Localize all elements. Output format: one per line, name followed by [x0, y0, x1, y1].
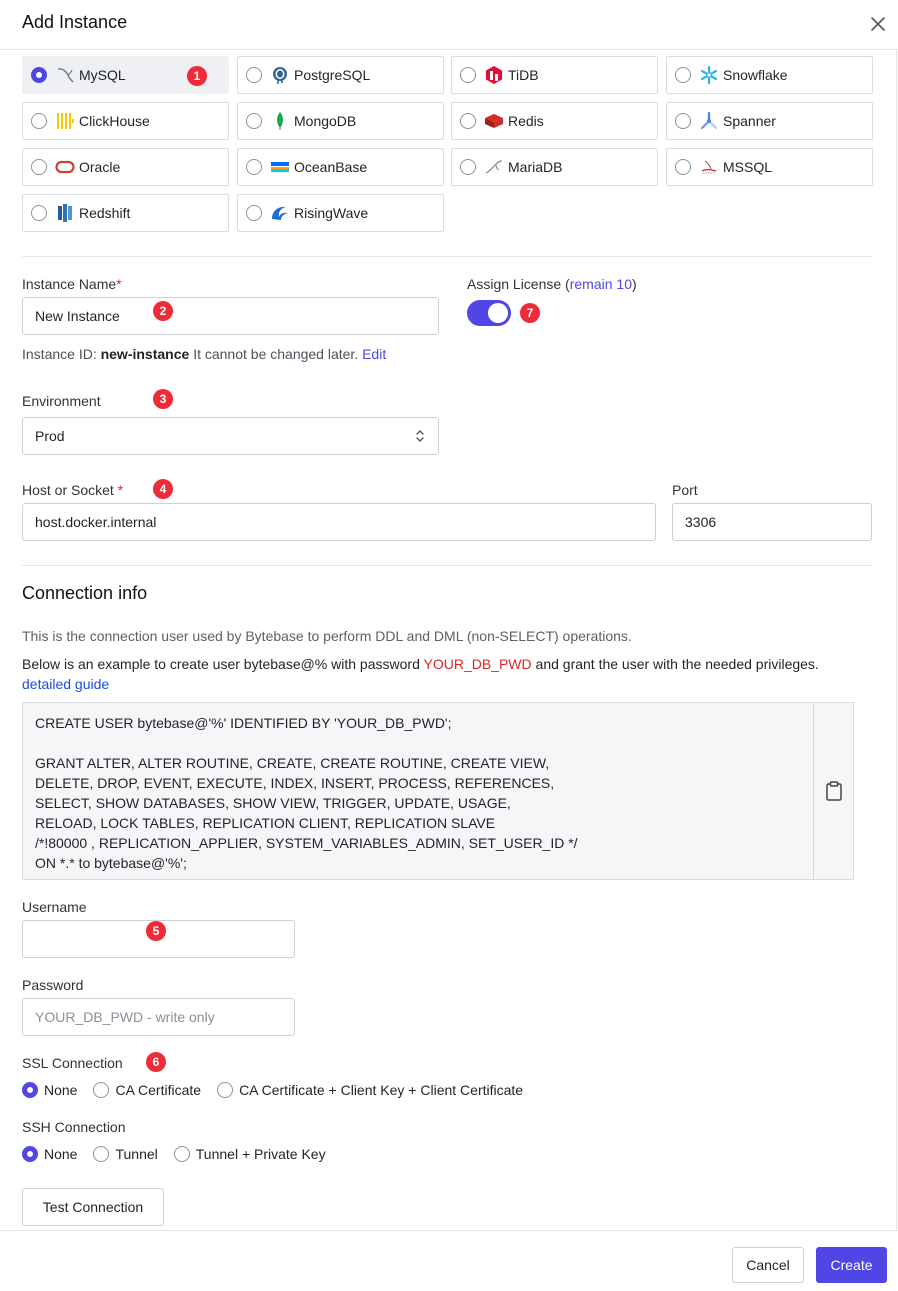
- engine-label: ClickHouse: [79, 113, 150, 129]
- engine-option-oracle[interactable]: [22, 148, 229, 186]
- engine-option-oceanbase[interactable]: [237, 148, 444, 186]
- engine-option-mariadb[interactable]: [451, 148, 658, 186]
- host-input[interactable]: host.docker.internal: [22, 503, 656, 541]
- test-connection-button[interactable]: Test Connection: [22, 1188, 164, 1226]
- engine-option-redis[interactable]: [451, 102, 658, 140]
- mariadb-icon: [484, 157, 504, 177]
- toggle-knob: [488, 303, 508, 323]
- ssh-option-none[interactable]: None: [22, 1146, 77, 1162]
- engine-label: RisingWave: [294, 205, 369, 221]
- license-remain-link[interactable]: remain 10: [569, 276, 632, 292]
- step-badge-2: 2: [153, 301, 173, 321]
- sql-code-block: [22, 702, 854, 880]
- engine-option-redshift[interactable]: [22, 194, 229, 232]
- radio-button[interactable]: [22, 1146, 38, 1162]
- engine-option-mongodb[interactable]: [237, 102, 444, 140]
- copy-button[interactable]: [813, 703, 854, 879]
- ssl-option-ca-client-key-cert[interactable]: CA Certificate + Client Key + Client Certificate: [217, 1082, 523, 1098]
- close-icon[interactable]: [866, 12, 890, 36]
- engine-option-snowflake[interactable]: [666, 56, 873, 94]
- radio-button[interactable]: [93, 1082, 109, 1098]
- section-divider: [22, 565, 872, 566]
- engine-option-clickhouse[interactable]: [22, 102, 229, 140]
- chevron-up-down-icon: [414, 428, 426, 444]
- mongodb-icon: [270, 111, 290, 131]
- radio-button[interactable]: [246, 67, 262, 83]
- environment-selected-value: Prod: [35, 428, 65, 444]
- ssh-connection-label: SSH Connection: [22, 1119, 126, 1135]
- radio-button[interactable]: [460, 159, 476, 175]
- radio-button[interactable]: [31, 205, 47, 221]
- radio-button[interactable]: [246, 205, 262, 221]
- instance-id-hint: Instance ID: new-instance It cannot be changed later. Edit: [22, 346, 387, 362]
- cancel-button[interactable]: Cancel: [732, 1247, 804, 1283]
- engine-label: Spanner: [723, 113, 776, 129]
- ssl-connection-label: SSL Connection: [22, 1055, 123, 1071]
- radio-button[interactable]: [174, 1146, 190, 1162]
- radio-button[interactable]: [246, 113, 262, 129]
- radio-button[interactable]: [675, 113, 691, 129]
- assign-license-label: Assign License (remain 10): [467, 276, 637, 292]
- tidb-icon: [484, 65, 504, 85]
- ssh-option-tunnel[interactable]: Tunnel: [93, 1146, 157, 1162]
- engine-label: MSSQL: [723, 159, 773, 175]
- step-badge-5: 5: [146, 921, 166, 941]
- radio-button[interactable]: [31, 67, 47, 83]
- postgresql-icon: [270, 65, 290, 85]
- ssh-option-tunnel-private-key[interactable]: Tunnel + Private Key: [174, 1146, 326, 1162]
- radio-button[interactable]: [675, 67, 691, 83]
- example-password: YOUR_DB_PWD: [423, 656, 532, 672]
- engine-label: TiDB: [508, 67, 539, 83]
- oceanbase-icon: [270, 157, 290, 177]
- instance-name-input[interactable]: New Instance: [22, 297, 439, 335]
- redis-icon: [484, 111, 504, 131]
- port-input[interactable]: 3306: [672, 503, 872, 541]
- ssl-option-ca-certificate[interactable]: CA Certificate: [93, 1082, 201, 1098]
- radio-button[interactable]: [246, 159, 262, 175]
- dialog-header: [0, 0, 898, 50]
- spanner-icon: [699, 111, 719, 131]
- redshift-icon: [55, 203, 75, 223]
- step-badge-6: 6: [146, 1052, 166, 1072]
- mysql-icon: [55, 65, 75, 85]
- engine-label: Snowflake: [723, 67, 788, 83]
- engine-label: PostgreSQL: [294, 67, 371, 83]
- radio-button[interactable]: [22, 1082, 38, 1098]
- edit-instance-id-link[interactable]: Edit: [362, 346, 387, 362]
- oracle-icon: [55, 157, 75, 177]
- radio-button[interactable]: [675, 159, 691, 175]
- instance-name-label: Instance Name*: [22, 276, 122, 292]
- radio-button[interactable]: [217, 1082, 233, 1098]
- host-label: Host or Socket *: [22, 482, 124, 498]
- step-badge-1: 1: [187, 66, 207, 86]
- engine-option-tidb[interactable]: [451, 56, 658, 94]
- sql-code-text: CREATE USER bytebase@'%' IDENTIFIED BY 'YOUR_DB_PWD'; GRANT ALTER, ALTER ROUTINE, CREATE, CREATE ROUTINE, CREATE VIEW, DELETE, DROP, EVENT, EXECUTE, INDEX, INSERT, PROCESS, REFERENCES, SELECT, SHOW DATABASES, SHOW VIEW, TRIGGER, UPDATE, USAGE, RELOAD, LOCK TABLES, REPLICATION CLIENT, REPLICATION SLAVE /*!80000 , REPLICATION_APPLIER, SYSTEM_VARIABLES_ADMIN, SET_USER_ID */ ON *.* to bytebase@'%';: [35, 715, 578, 871]
- engine-label: MariaDB: [508, 159, 563, 175]
- clickhouse-icon: [55, 111, 75, 131]
- assign-license-toggle[interactable]: [467, 300, 511, 326]
- radio-button[interactable]: [93, 1146, 109, 1162]
- username-label: Username: [22, 899, 87, 915]
- engine-label: Oracle: [79, 159, 121, 175]
- password-label: Password: [22, 977, 84, 993]
- connection-description: This is the connection user used by Bytebase to perform DDL and DML (non-SELECT) operations.: [22, 628, 632, 644]
- scrollbar-track: [896, 50, 897, 1230]
- engine-label: Redis: [508, 113, 544, 129]
- connection-example-text: Below is an example to create user bytebase@% with password YOUR_DB_PWD and grant the user with the needed privileges.: [22, 656, 819, 672]
- radio-button[interactable]: [460, 67, 476, 83]
- radio-button[interactable]: [31, 159, 47, 175]
- step-badge-7: 7: [520, 303, 540, 323]
- dialog-title: Add Instance: [22, 12, 128, 32]
- engine-label: Redshift: [79, 205, 131, 221]
- engine-option-spanner[interactable]: [666, 102, 873, 140]
- environment-select[interactable]: [22, 417, 439, 455]
- instance-id-value: new-instance: [100, 346, 190, 362]
- section-divider: [22, 256, 872, 257]
- radio-button[interactable]: [460, 113, 476, 129]
- engine-label: OceanBase: [294, 159, 368, 175]
- ssl-option-none[interactable]: None: [22, 1082, 77, 1098]
- required-mark: *: [116, 276, 122, 292]
- step-badge-4: 4: [153, 479, 173, 499]
- engine-option-postgresql[interactable]: [237, 56, 444, 94]
- engine-option-mssql[interactable]: [666, 148, 873, 186]
- risingwave-icon: [270, 203, 290, 223]
- radio-button[interactable]: [31, 113, 47, 129]
- clipboard-icon: [824, 780, 844, 802]
- engine-label: MySQL: [79, 67, 126, 83]
- create-button[interactable]: Create: [816, 1247, 887, 1283]
- step-badge-3: 3: [153, 389, 173, 409]
- required-mark: *: [117, 482, 124, 498]
- engine-option-risingwave[interactable]: [237, 194, 444, 232]
- port-label: Port: [672, 482, 698, 498]
- ssh-options: [22, 1146, 342, 1162]
- password-input[interactable]: YOUR_DB_PWD - write only: [22, 998, 295, 1036]
- dialog-footer: [0, 1230, 898, 1291]
- detailed-guide-link[interactable]: detailed guide: [22, 676, 110, 692]
- engine-label: MongoDB: [294, 113, 357, 129]
- mssql-icon: [699, 157, 719, 177]
- connection-info-title: Connection info: [22, 583, 148, 603]
- snowflake-icon: [699, 65, 719, 85]
- ssl-options: [22, 1082, 539, 1098]
- environment-label: Environment: [22, 393, 101, 409]
